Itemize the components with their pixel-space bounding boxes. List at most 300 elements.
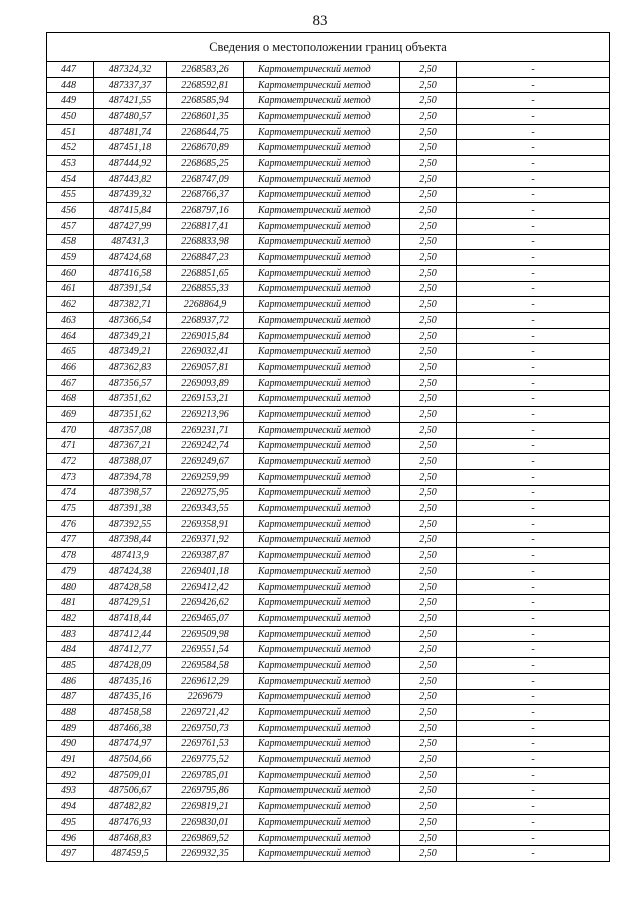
note-cell: - — [457, 297, 610, 313]
y-coordinate-cell: 2268851,65 — [167, 265, 244, 281]
method-cell: Картометрический метод — [244, 516, 400, 532]
method-cell: Картометрический метод — [244, 62, 400, 78]
table-row — [47, 297, 610, 313]
y-coordinate-cell: 2269231,71 — [167, 422, 244, 438]
note-cell: - — [457, 752, 610, 768]
point-number-cell: 457 — [47, 218, 94, 234]
accuracy-cell: 2,50 — [400, 344, 457, 360]
point-number-cell: 481 — [47, 595, 94, 611]
x-coordinate-cell: 487413,9 — [94, 548, 167, 564]
note-cell: - — [457, 422, 610, 438]
note-cell: - — [457, 705, 610, 721]
accuracy-cell: 2,50 — [400, 62, 457, 78]
table-row — [47, 375, 610, 391]
x-coordinate-cell: 487480,57 — [94, 109, 167, 125]
point-number-cell: 455 — [47, 187, 94, 203]
x-coordinate-cell: 487412,44 — [94, 626, 167, 642]
accuracy-cell: 2,50 — [400, 532, 457, 548]
y-coordinate-cell: 2269679 — [167, 689, 244, 705]
table-row — [47, 579, 610, 595]
point-number-cell: 464 — [47, 328, 94, 344]
method-cell: Картометрический метод — [244, 595, 400, 611]
method-cell: Картометрический метод — [244, 187, 400, 203]
y-coordinate-cell: 2269426,62 — [167, 595, 244, 611]
note-cell: - — [457, 501, 610, 517]
point-number-cell: 483 — [47, 626, 94, 642]
accuracy-cell: 2,50 — [400, 501, 457, 517]
y-coordinate-cell: 2268864,9 — [167, 297, 244, 313]
method-cell: Картометрический метод — [244, 830, 400, 846]
table-row — [47, 265, 610, 281]
accuracy-cell: 2,50 — [400, 626, 457, 642]
point-number-cell: 470 — [47, 422, 94, 438]
point-number-cell: 448 — [47, 77, 94, 93]
note-cell: - — [457, 171, 610, 187]
point-number-cell: 491 — [47, 752, 94, 768]
point-number-cell: 453 — [47, 156, 94, 172]
note-cell: - — [457, 93, 610, 109]
table-row — [47, 93, 610, 109]
note-cell: - — [457, 454, 610, 470]
method-cell: Картометрический метод — [244, 328, 400, 344]
point-number-cell: 495 — [47, 815, 94, 831]
point-number-cell: 490 — [47, 736, 94, 752]
method-cell: Картометрический метод — [244, 360, 400, 376]
accuracy-cell: 2,50 — [400, 156, 457, 172]
table-title: Сведения о местоположении границ объекта — [47, 33, 610, 62]
point-number-cell: 493 — [47, 783, 94, 799]
accuracy-cell: 2,50 — [400, 642, 457, 658]
table-row — [47, 360, 610, 376]
accuracy-cell: 2,50 — [400, 736, 457, 752]
table-row — [47, 234, 610, 250]
point-number-cell: 484 — [47, 642, 94, 658]
method-cell: Картометрический метод — [244, 705, 400, 721]
y-coordinate-cell: 2269259,99 — [167, 469, 244, 485]
table-row — [47, 124, 610, 140]
x-coordinate-cell: 487428,09 — [94, 658, 167, 674]
y-coordinate-cell: 2268833,98 — [167, 234, 244, 250]
accuracy-cell: 2,50 — [400, 297, 457, 313]
y-coordinate-cell: 2268592,81 — [167, 77, 244, 93]
note-cell: - — [457, 532, 610, 548]
x-coordinate-cell: 487392,55 — [94, 516, 167, 532]
note-cell: - — [457, 281, 610, 297]
x-coordinate-cell: 487443,82 — [94, 171, 167, 187]
table-row — [47, 626, 610, 642]
accuracy-cell: 2,50 — [400, 846, 457, 862]
note-cell: - — [457, 360, 610, 376]
method-cell: Картометрический метод — [244, 265, 400, 281]
y-coordinate-cell: 2269819,21 — [167, 799, 244, 815]
point-number-cell: 461 — [47, 281, 94, 297]
y-coordinate-cell: 2269412,42 — [167, 579, 244, 595]
table-row — [47, 438, 610, 454]
y-coordinate-cell: 2269612,29 — [167, 673, 244, 689]
method-cell: Картометрический метод — [244, 783, 400, 799]
y-coordinate-cell: 2268847,23 — [167, 250, 244, 266]
table-row — [47, 815, 610, 831]
note-cell: - — [457, 846, 610, 862]
x-coordinate-cell: 487466,38 — [94, 720, 167, 736]
accuracy-cell: 2,50 — [400, 815, 457, 831]
accuracy-cell: 2,50 — [400, 485, 457, 501]
x-coordinate-cell: 487388,07 — [94, 454, 167, 470]
point-number-cell: 497 — [47, 846, 94, 862]
note-cell: - — [457, 642, 610, 658]
point-number-cell: 467 — [47, 375, 94, 391]
point-number-cell: 472 — [47, 454, 94, 470]
y-coordinate-cell: 2269584,58 — [167, 658, 244, 674]
accuracy-cell: 2,50 — [400, 234, 457, 250]
method-cell: Картометрический метод — [244, 281, 400, 297]
point-number-cell: 494 — [47, 799, 94, 815]
table-row — [47, 516, 610, 532]
note-cell: - — [457, 516, 610, 532]
y-coordinate-cell: 2269401,18 — [167, 564, 244, 580]
x-coordinate-cell: 487421,55 — [94, 93, 167, 109]
accuracy-cell: 2,50 — [400, 187, 457, 203]
x-coordinate-cell: 487451,18 — [94, 140, 167, 156]
x-coordinate-cell: 487431,3 — [94, 234, 167, 250]
y-coordinate-cell: 2268685,25 — [167, 156, 244, 172]
accuracy-cell: 2,50 — [400, 516, 457, 532]
x-coordinate-cell: 487429,51 — [94, 595, 167, 611]
accuracy-cell: 2,50 — [400, 579, 457, 595]
y-coordinate-cell: 2268855,33 — [167, 281, 244, 297]
x-coordinate-cell: 487428,58 — [94, 579, 167, 595]
note-cell: - — [457, 548, 610, 564]
table-row — [47, 783, 610, 799]
table-row — [47, 548, 610, 564]
accuracy-cell: 2,50 — [400, 171, 457, 187]
table-row — [47, 532, 610, 548]
accuracy-cell: 2,50 — [400, 281, 457, 297]
note-cell: - — [457, 720, 610, 736]
point-number-cell: 458 — [47, 234, 94, 250]
x-coordinate-cell: 487349,21 — [94, 328, 167, 344]
table-row — [47, 250, 610, 266]
accuracy-cell: 2,50 — [400, 720, 457, 736]
table-row — [47, 705, 610, 721]
page-number: 83 — [312, 13, 328, 29]
table-row — [47, 830, 610, 846]
y-coordinate-cell: 2269032,41 — [167, 344, 244, 360]
x-coordinate-cell: 487356,57 — [94, 375, 167, 391]
table-row — [47, 720, 610, 736]
point-number-cell: 450 — [47, 109, 94, 125]
y-coordinate-cell: 2268766,37 — [167, 187, 244, 203]
accuracy-cell: 2,50 — [400, 77, 457, 93]
method-cell: Картометрический метод — [244, 234, 400, 250]
method-cell: Картометрический метод — [244, 564, 400, 580]
table-row — [47, 407, 610, 423]
method-cell: Картометрический метод — [244, 579, 400, 595]
x-coordinate-cell: 487382,71 — [94, 297, 167, 313]
y-coordinate-cell: 2269213,96 — [167, 407, 244, 423]
y-coordinate-cell: 2268585,94 — [167, 93, 244, 109]
method-cell: Картометрический метод — [244, 736, 400, 752]
accuracy-cell: 2,50 — [400, 391, 457, 407]
table-row — [47, 454, 610, 470]
point-number-cell: 451 — [47, 124, 94, 140]
note-cell: - — [457, 438, 610, 454]
point-number-cell: 466 — [47, 360, 94, 376]
note-cell: - — [457, 156, 610, 172]
y-coordinate-cell: 2269015,84 — [167, 328, 244, 344]
note-cell: - — [457, 375, 610, 391]
method-cell: Картометрический метод — [244, 344, 400, 360]
y-coordinate-cell: 2269869,52 — [167, 830, 244, 846]
boundary-coordinates-table — [46, 32, 610, 862]
x-coordinate-cell: 487398,57 — [94, 485, 167, 501]
table-row — [47, 281, 610, 297]
point-number-cell: 463 — [47, 313, 94, 329]
x-coordinate-cell: 487468,83 — [94, 830, 167, 846]
x-coordinate-cell: 487482,82 — [94, 799, 167, 815]
table-row — [47, 767, 610, 783]
method-cell: Картометрический метод — [244, 454, 400, 470]
table-row — [47, 658, 610, 674]
point-number-cell: 468 — [47, 391, 94, 407]
point-number-cell: 465 — [47, 344, 94, 360]
table-title-row — [47, 33, 610, 62]
accuracy-cell: 2,50 — [400, 783, 457, 799]
point-number-cell: 474 — [47, 485, 94, 501]
accuracy-cell: 2,50 — [400, 799, 457, 815]
y-coordinate-cell: 2269057,81 — [167, 360, 244, 376]
accuracy-cell: 2,50 — [400, 705, 457, 721]
note-cell: - — [457, 611, 610, 627]
x-coordinate-cell: 487349,21 — [94, 344, 167, 360]
method-cell: Картометрический метод — [244, 485, 400, 501]
note-cell: - — [457, 265, 610, 281]
accuracy-cell: 2,50 — [400, 422, 457, 438]
point-number-cell: 473 — [47, 469, 94, 485]
x-coordinate-cell: 487476,93 — [94, 815, 167, 831]
accuracy-cell: 2,50 — [400, 548, 457, 564]
y-coordinate-cell: 2269358,91 — [167, 516, 244, 532]
note-cell: - — [457, 187, 610, 203]
accuracy-cell: 2,50 — [400, 360, 457, 376]
method-cell: Картометрический метод — [244, 156, 400, 172]
x-coordinate-cell: 487366,54 — [94, 313, 167, 329]
table-row — [47, 422, 610, 438]
point-number-cell: 496 — [47, 830, 94, 846]
y-coordinate-cell: 2269775,52 — [167, 752, 244, 768]
y-coordinate-cell: 2269785,01 — [167, 767, 244, 783]
x-coordinate-cell: 487362,83 — [94, 360, 167, 376]
method-cell: Картометрический метод — [244, 422, 400, 438]
accuracy-cell: 2,50 — [400, 328, 457, 344]
y-coordinate-cell: 2269153,21 — [167, 391, 244, 407]
point-number-cell: 488 — [47, 705, 94, 721]
note-cell: - — [457, 815, 610, 831]
method-cell: Картометрический метод — [244, 218, 400, 234]
y-coordinate-cell: 2269093,89 — [167, 375, 244, 391]
y-coordinate-cell: 2269249,67 — [167, 454, 244, 470]
method-cell: Картометрический метод — [244, 658, 400, 674]
table-row — [47, 485, 610, 501]
y-coordinate-cell: 2269509,98 — [167, 626, 244, 642]
y-coordinate-cell: 2268670,89 — [167, 140, 244, 156]
method-cell: Картометрический метод — [244, 626, 400, 642]
note-cell: - — [457, 469, 610, 485]
table-row — [47, 140, 610, 156]
accuracy-cell: 2,50 — [400, 454, 457, 470]
method-cell: Картометрический метод — [244, 689, 400, 705]
point-number-cell: 447 — [47, 62, 94, 78]
note-cell: - — [457, 124, 610, 140]
accuracy-cell: 2,50 — [400, 611, 457, 627]
accuracy-cell: 2,50 — [400, 595, 457, 611]
note-cell: - — [457, 234, 610, 250]
x-coordinate-cell: 487474,97 — [94, 736, 167, 752]
y-coordinate-cell: 2269761,53 — [167, 736, 244, 752]
note-cell: - — [457, 344, 610, 360]
accuracy-cell: 2,50 — [400, 313, 457, 329]
note-cell: - — [457, 595, 610, 611]
method-cell: Картометрический метод — [244, 250, 400, 266]
note-cell: - — [457, 783, 610, 799]
table-row — [47, 62, 610, 78]
y-coordinate-cell: 2268937,72 — [167, 313, 244, 329]
note-cell: - — [457, 391, 610, 407]
accuracy-cell: 2,50 — [400, 689, 457, 705]
x-coordinate-cell: 487324,32 — [94, 62, 167, 78]
table-row — [47, 799, 610, 815]
point-number-cell: 471 — [47, 438, 94, 454]
x-coordinate-cell: 487481,74 — [94, 124, 167, 140]
note-cell: - — [457, 564, 610, 580]
x-coordinate-cell: 487418,44 — [94, 611, 167, 627]
point-number-cell: 487 — [47, 689, 94, 705]
note-cell: - — [457, 313, 610, 329]
point-number-cell: 456 — [47, 203, 94, 219]
accuracy-cell: 2,50 — [400, 752, 457, 768]
y-coordinate-cell: 2269242,74 — [167, 438, 244, 454]
note-cell: - — [457, 140, 610, 156]
table-row — [47, 171, 610, 187]
method-cell: Картометрический метод — [244, 109, 400, 125]
table-row — [47, 469, 610, 485]
method-cell: Картометрический метод — [244, 501, 400, 517]
table-row — [47, 344, 610, 360]
accuracy-cell: 2,50 — [400, 469, 457, 485]
x-coordinate-cell: 487509,01 — [94, 767, 167, 783]
y-coordinate-cell: 2269830,01 — [167, 815, 244, 831]
accuracy-cell: 2,50 — [400, 407, 457, 423]
y-coordinate-cell: 2268747,09 — [167, 171, 244, 187]
accuracy-cell: 2,50 — [400, 124, 457, 140]
note-cell: - — [457, 62, 610, 78]
method-cell: Картометрический метод — [244, 815, 400, 831]
x-coordinate-cell: 487435,16 — [94, 673, 167, 689]
note-cell: - — [457, 218, 610, 234]
method-cell: Картометрический метод — [244, 642, 400, 658]
note-cell: - — [457, 658, 610, 674]
x-coordinate-cell: 487412,77 — [94, 642, 167, 658]
accuracy-cell: 2,50 — [400, 438, 457, 454]
note-cell: - — [457, 830, 610, 846]
x-coordinate-cell: 487427,99 — [94, 218, 167, 234]
table-body — [47, 62, 610, 862]
accuracy-cell: 2,50 — [400, 203, 457, 219]
table-row — [47, 77, 610, 93]
point-number-cell: 459 — [47, 250, 94, 266]
note-cell: - — [457, 109, 610, 125]
table-row — [47, 752, 610, 768]
x-coordinate-cell: 487435,16 — [94, 689, 167, 705]
x-coordinate-cell: 487424,38 — [94, 564, 167, 580]
x-coordinate-cell: 487424,68 — [94, 250, 167, 266]
method-cell: Картометрический метод — [244, 124, 400, 140]
y-coordinate-cell: 2269371,92 — [167, 532, 244, 548]
note-cell: - — [457, 767, 610, 783]
point-number-cell: 476 — [47, 516, 94, 532]
accuracy-cell: 2,50 — [400, 265, 457, 281]
method-cell: Картометрический метод — [244, 673, 400, 689]
y-coordinate-cell: 2268644,75 — [167, 124, 244, 140]
table-row — [47, 673, 610, 689]
table-row — [47, 218, 610, 234]
method-cell: Картометрический метод — [244, 548, 400, 564]
note-cell: - — [457, 689, 610, 705]
x-coordinate-cell: 487504,66 — [94, 752, 167, 768]
method-cell: Картометрический метод — [244, 720, 400, 736]
point-number-cell: 482 — [47, 611, 94, 627]
point-number-cell: 480 — [47, 579, 94, 595]
y-coordinate-cell: 2269750,73 — [167, 720, 244, 736]
accuracy-cell: 2,50 — [400, 109, 457, 125]
x-coordinate-cell: 487351,62 — [94, 407, 167, 423]
method-cell: Картометрический метод — [244, 846, 400, 862]
y-coordinate-cell: 2269275,95 — [167, 485, 244, 501]
point-number-cell: 452 — [47, 140, 94, 156]
method-cell: Картометрический метод — [244, 77, 400, 93]
y-coordinate-cell: 2269465,07 — [167, 611, 244, 627]
accuracy-cell: 2,50 — [400, 564, 457, 580]
x-coordinate-cell: 487367,21 — [94, 438, 167, 454]
accuracy-cell: 2,50 — [400, 93, 457, 109]
x-coordinate-cell: 487351,62 — [94, 391, 167, 407]
table-row — [47, 187, 610, 203]
accuracy-cell: 2,50 — [400, 658, 457, 674]
note-cell: - — [457, 328, 610, 344]
accuracy-cell: 2,50 — [400, 673, 457, 689]
note-cell: - — [457, 673, 610, 689]
note-cell: - — [457, 485, 610, 501]
point-number-cell: 478 — [47, 548, 94, 564]
point-number-cell: 469 — [47, 407, 94, 423]
point-number-cell: 489 — [47, 720, 94, 736]
note-cell: - — [457, 626, 610, 642]
y-coordinate-cell: 2269387,87 — [167, 548, 244, 564]
point-number-cell: 479 — [47, 564, 94, 580]
point-number-cell: 460 — [47, 265, 94, 281]
x-coordinate-cell: 487415,84 — [94, 203, 167, 219]
table-row — [47, 109, 610, 125]
point-number-cell: 449 — [47, 93, 94, 109]
accuracy-cell: 2,50 — [400, 140, 457, 156]
x-coordinate-cell: 487439,32 — [94, 187, 167, 203]
table-row — [47, 156, 610, 172]
x-coordinate-cell: 487394,78 — [94, 469, 167, 485]
method-cell: Картометрический метод — [244, 313, 400, 329]
method-cell: Картометрический метод — [244, 752, 400, 768]
y-coordinate-cell: 2268817,41 — [167, 218, 244, 234]
x-coordinate-cell: 487444,92 — [94, 156, 167, 172]
